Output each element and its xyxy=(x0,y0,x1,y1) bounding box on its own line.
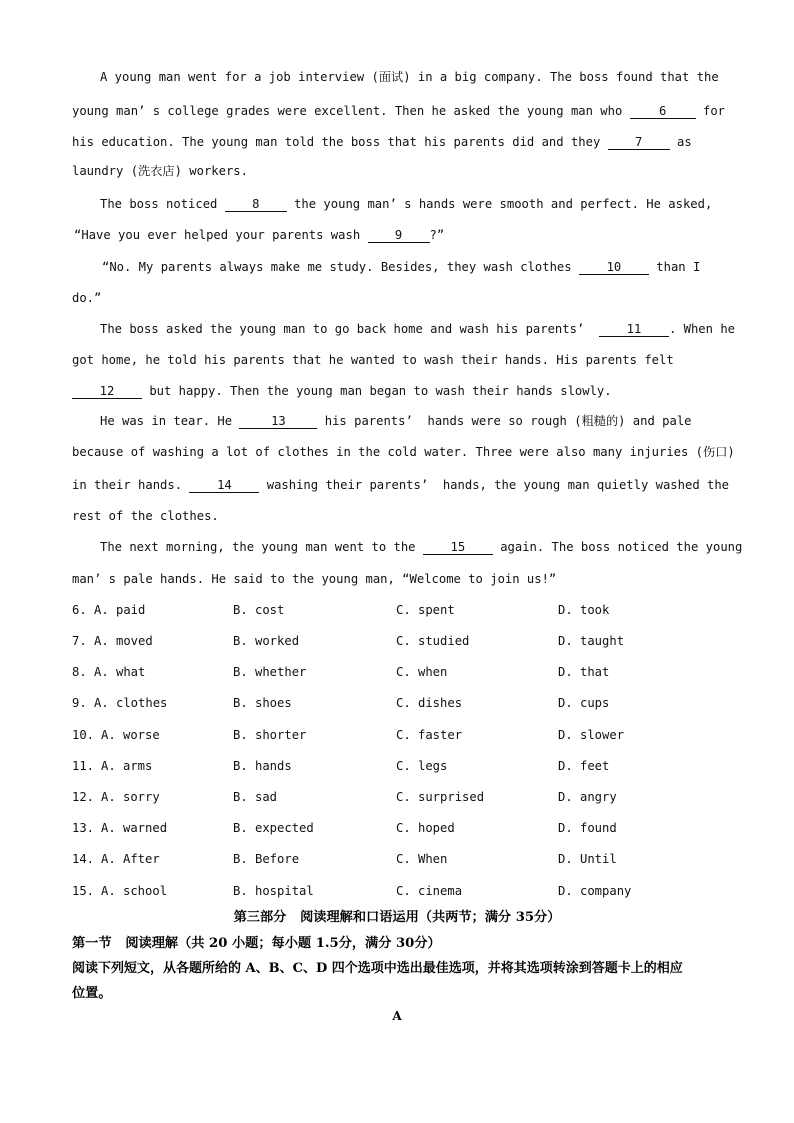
option-c[interactable]: C. spent xyxy=(396,603,455,617)
passage-line: “No. My parents always make me study. Besides, they wash clothes 10 than I xyxy=(102,260,701,274)
passage-line: The boss noticed 8 the young man’ s hands were smooth and perfect. He asked, xyxy=(100,197,713,211)
option-c[interactable]: C. When xyxy=(396,852,448,866)
option-c[interactable]: C. faster xyxy=(396,728,463,742)
question-number: 13. xyxy=(72,821,95,835)
passage-line: do.” xyxy=(72,291,102,305)
option-b[interactable]: B. hospital xyxy=(233,884,314,898)
question-number: 6. xyxy=(72,603,87,617)
question-number: 12. xyxy=(72,790,95,804)
passage-line: man’ s pale hands. He said to the young man, “Welcome to join us!” xyxy=(72,572,557,586)
option-a[interactable]: A. moved xyxy=(94,634,153,648)
blank-11[interactable]: 11 xyxy=(599,322,669,337)
option-b[interactable]: B. worked xyxy=(233,634,300,648)
blank-6[interactable]: 6 xyxy=(630,104,696,119)
blank-14[interactable]: 14 xyxy=(189,478,259,493)
option-d[interactable]: D. took xyxy=(558,603,610,617)
option-c[interactable]: C. studied xyxy=(396,634,470,648)
option-a[interactable]: A. After xyxy=(101,852,160,866)
question-number: 10. xyxy=(72,728,95,742)
blank-12[interactable]: 12 xyxy=(72,384,142,399)
option-b[interactable]: B. Before xyxy=(233,852,300,866)
passage-line: The boss asked the young man to go back home and wash his parents’ 11 . When he xyxy=(100,322,735,336)
passage-line: A young man went for a job interview (面试) in a big company. The boss found that the xyxy=(100,70,719,84)
question-number: 7. xyxy=(72,634,87,648)
passage-line: “Have you ever helped your parents wash 9 ?” xyxy=(74,228,445,242)
option-a[interactable]: A. clothes xyxy=(94,696,168,710)
option-c[interactable]: C. cinema xyxy=(396,884,463,898)
option-b[interactable]: B. cost xyxy=(233,603,285,617)
option-a[interactable]: A. arms xyxy=(101,759,153,773)
blank-9[interactable]: 9 xyxy=(368,228,430,243)
question-number: 11. xyxy=(72,759,95,773)
blank-10[interactable]: 10 xyxy=(579,260,649,275)
option-a[interactable]: A. sorry xyxy=(101,790,160,804)
passage-line: because of washing a lot of clothes in the cold water. Three were also many injuries (伤口) xyxy=(72,445,735,459)
option-d[interactable]: D. found xyxy=(558,821,617,835)
question-number: 9. xyxy=(72,696,87,710)
passage-line: young man’ s college grades were excellent. Then he asked the young man who 6 for xyxy=(72,104,726,118)
option-b[interactable]: B. shorter xyxy=(233,728,307,742)
passage-line: got home, he told his parents that he wanted to wash their hands. His parents felt xyxy=(72,353,674,367)
passage-label: A xyxy=(392,1009,402,1023)
passage-line: He was in tear. He 13 his parents’ hands were so rough (粗糙的) and pale xyxy=(100,414,692,428)
option-d[interactable]: D. company xyxy=(558,884,632,898)
option-d[interactable]: D. taught xyxy=(558,634,625,648)
option-a[interactable]: A. paid xyxy=(94,603,146,617)
option-d[interactable]: D. angry xyxy=(558,790,617,804)
option-c[interactable]: C. when xyxy=(396,665,448,679)
passage-line: 12 but happy. Then the young man began to wash their hands slowly. xyxy=(72,383,612,399)
section-title: 第三部分 阅读理解和口语运用（共两节；满分 35分） xyxy=(233,910,561,925)
question-number: 14. xyxy=(72,852,95,866)
option-d[interactable]: D. Until xyxy=(558,852,617,866)
option-d[interactable]: D. that xyxy=(558,665,610,679)
option-a[interactable]: A. school xyxy=(101,884,168,898)
option-c[interactable]: C. legs xyxy=(396,759,448,773)
option-a[interactable]: A. worse xyxy=(101,728,160,742)
option-b[interactable]: B. expected xyxy=(233,821,314,835)
question-number: 15. xyxy=(72,884,95,898)
question-number: 8. xyxy=(72,665,87,679)
option-b[interactable]: B. shoes xyxy=(233,696,292,710)
option-d[interactable]: D. cups xyxy=(558,696,610,710)
subsection-title: 第一节 阅读理解（共 20 小题；每小题 1.5分，满分 30分） xyxy=(72,936,441,951)
instructions-line: 阅读下列短文，从各题所给的 A、B、C、D 四个选项中选出最佳选项，并将其选项转涂到答题卡上的相应 xyxy=(72,961,683,976)
option-d[interactable]: D. slower xyxy=(558,728,625,742)
passage-line: The next morning, the young man went to the 15 again. The boss noticed the young xyxy=(100,540,743,554)
option-b[interactable]: B. whether xyxy=(233,665,307,679)
instructions-line: 位置。 xyxy=(72,986,112,1001)
passage-line: his education. The young man told the boss that his parents did and they 7 as xyxy=(72,135,692,149)
option-c[interactable]: C. surprised xyxy=(396,790,485,804)
blank-8[interactable]: 8 xyxy=(225,197,287,212)
blank-15[interactable]: 15 xyxy=(423,540,493,555)
option-a[interactable]: A. warned xyxy=(101,821,168,835)
option-c[interactable]: C. dishes xyxy=(396,696,463,710)
passage-line: in their hands. 14 washing their parents’ hands, the young man quietly washed the xyxy=(72,478,730,492)
option-d[interactable]: D. feet xyxy=(558,759,610,773)
passage-line: rest of the clothes. xyxy=(72,509,219,523)
passage-line: laundry (洗衣店) workers. xyxy=(72,164,248,178)
blank-7[interactable]: 7 xyxy=(608,135,670,150)
option-c[interactable]: C. hoped xyxy=(396,821,455,835)
option-b[interactable]: B. sad xyxy=(233,790,278,804)
blank-13[interactable]: 13 xyxy=(239,414,317,429)
option-a[interactable]: A. what xyxy=(94,665,146,679)
option-b[interactable]: B. hands xyxy=(233,759,292,773)
